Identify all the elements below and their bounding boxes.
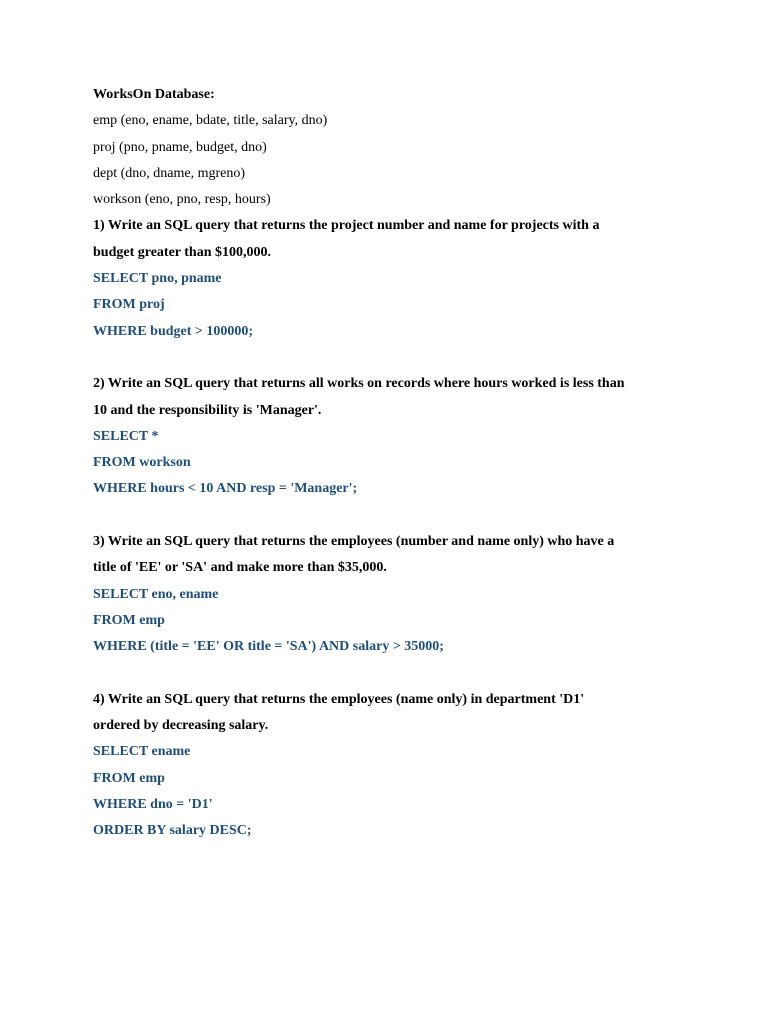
question-prompt-line: 3) Write an SQL query that returns the employees (number and name only) who have a <box>93 534 615 550</box>
sql-line: SELECT ename <box>93 744 191 760</box>
sql-line: FROM workson <box>93 455 191 471</box>
sql-line: FROM emp <box>93 612 165 628</box>
question-2 <box>93 371 653 502</box>
schema-title: WorksOn Database: <box>93 87 215 102</box>
question-prompt-line: title of 'EE' or 'SA' and make more than $35,000. <box>93 560 387 576</box>
question-prompt-line: 4) Write an SQL query that returns the employees (name only) in department 'D1' <box>93 691 585 707</box>
sql-line: SELECT * <box>93 428 159 444</box>
sql-line: FROM emp <box>93 770 165 786</box>
sql-line: WHERE hours < 10 AND resp = 'Manager'; <box>93 481 358 497</box>
sql-line: WHERE budget > 100000; <box>93 323 254 339</box>
question-prompt-line: 10 and the responsibility is 'Manager'. <box>93 402 322 418</box>
schema-table-workson: workson (eno, pno, resp, hours) <box>93 192 271 208</box>
schema-table-dept: dept (dno, dname, mgreno) <box>93 165 246 181</box>
sql-line: WHERE (title = 'EE' OR title = 'SA') AND salary > 35000; <box>93 639 444 655</box>
schema-section <box>93 82 653 213</box>
question-prompt-line: 1) Write an SQL query that returns the project number and name for projects with a <box>93 218 600 234</box>
schema-table-emp: emp (eno, ename, bdate, title, salary, dno) <box>93 113 328 129</box>
sql-line: SELECT eno, ename <box>93 586 219 602</box>
sql-line: ORDER BY salary DESC; <box>93 823 252 839</box>
blank-line <box>93 661 653 687</box>
question-4 <box>93 687 653 845</box>
blank-line <box>93 345 653 371</box>
question-prompt-line: ordered by decreasing salary. <box>93 718 269 734</box>
sql-line: WHERE dno = 'D1' <box>93 797 213 813</box>
sql-line: SELECT pno, pname <box>93 271 222 287</box>
sql-line: FROM proj <box>93 297 165 313</box>
question-3 <box>93 529 653 660</box>
question-prompt-line: 2) Write an SQL query that returns all works on records where hours worked is less than <box>93 376 625 392</box>
schema-table-proj: proj (pno, pname, budget, dno) <box>93 139 267 155</box>
blank-line <box>93 503 653 529</box>
question-prompt-line: budget greater than $100,000. <box>93 244 271 260</box>
question-1 <box>93 213 653 344</box>
document-content <box>93 82 653 845</box>
